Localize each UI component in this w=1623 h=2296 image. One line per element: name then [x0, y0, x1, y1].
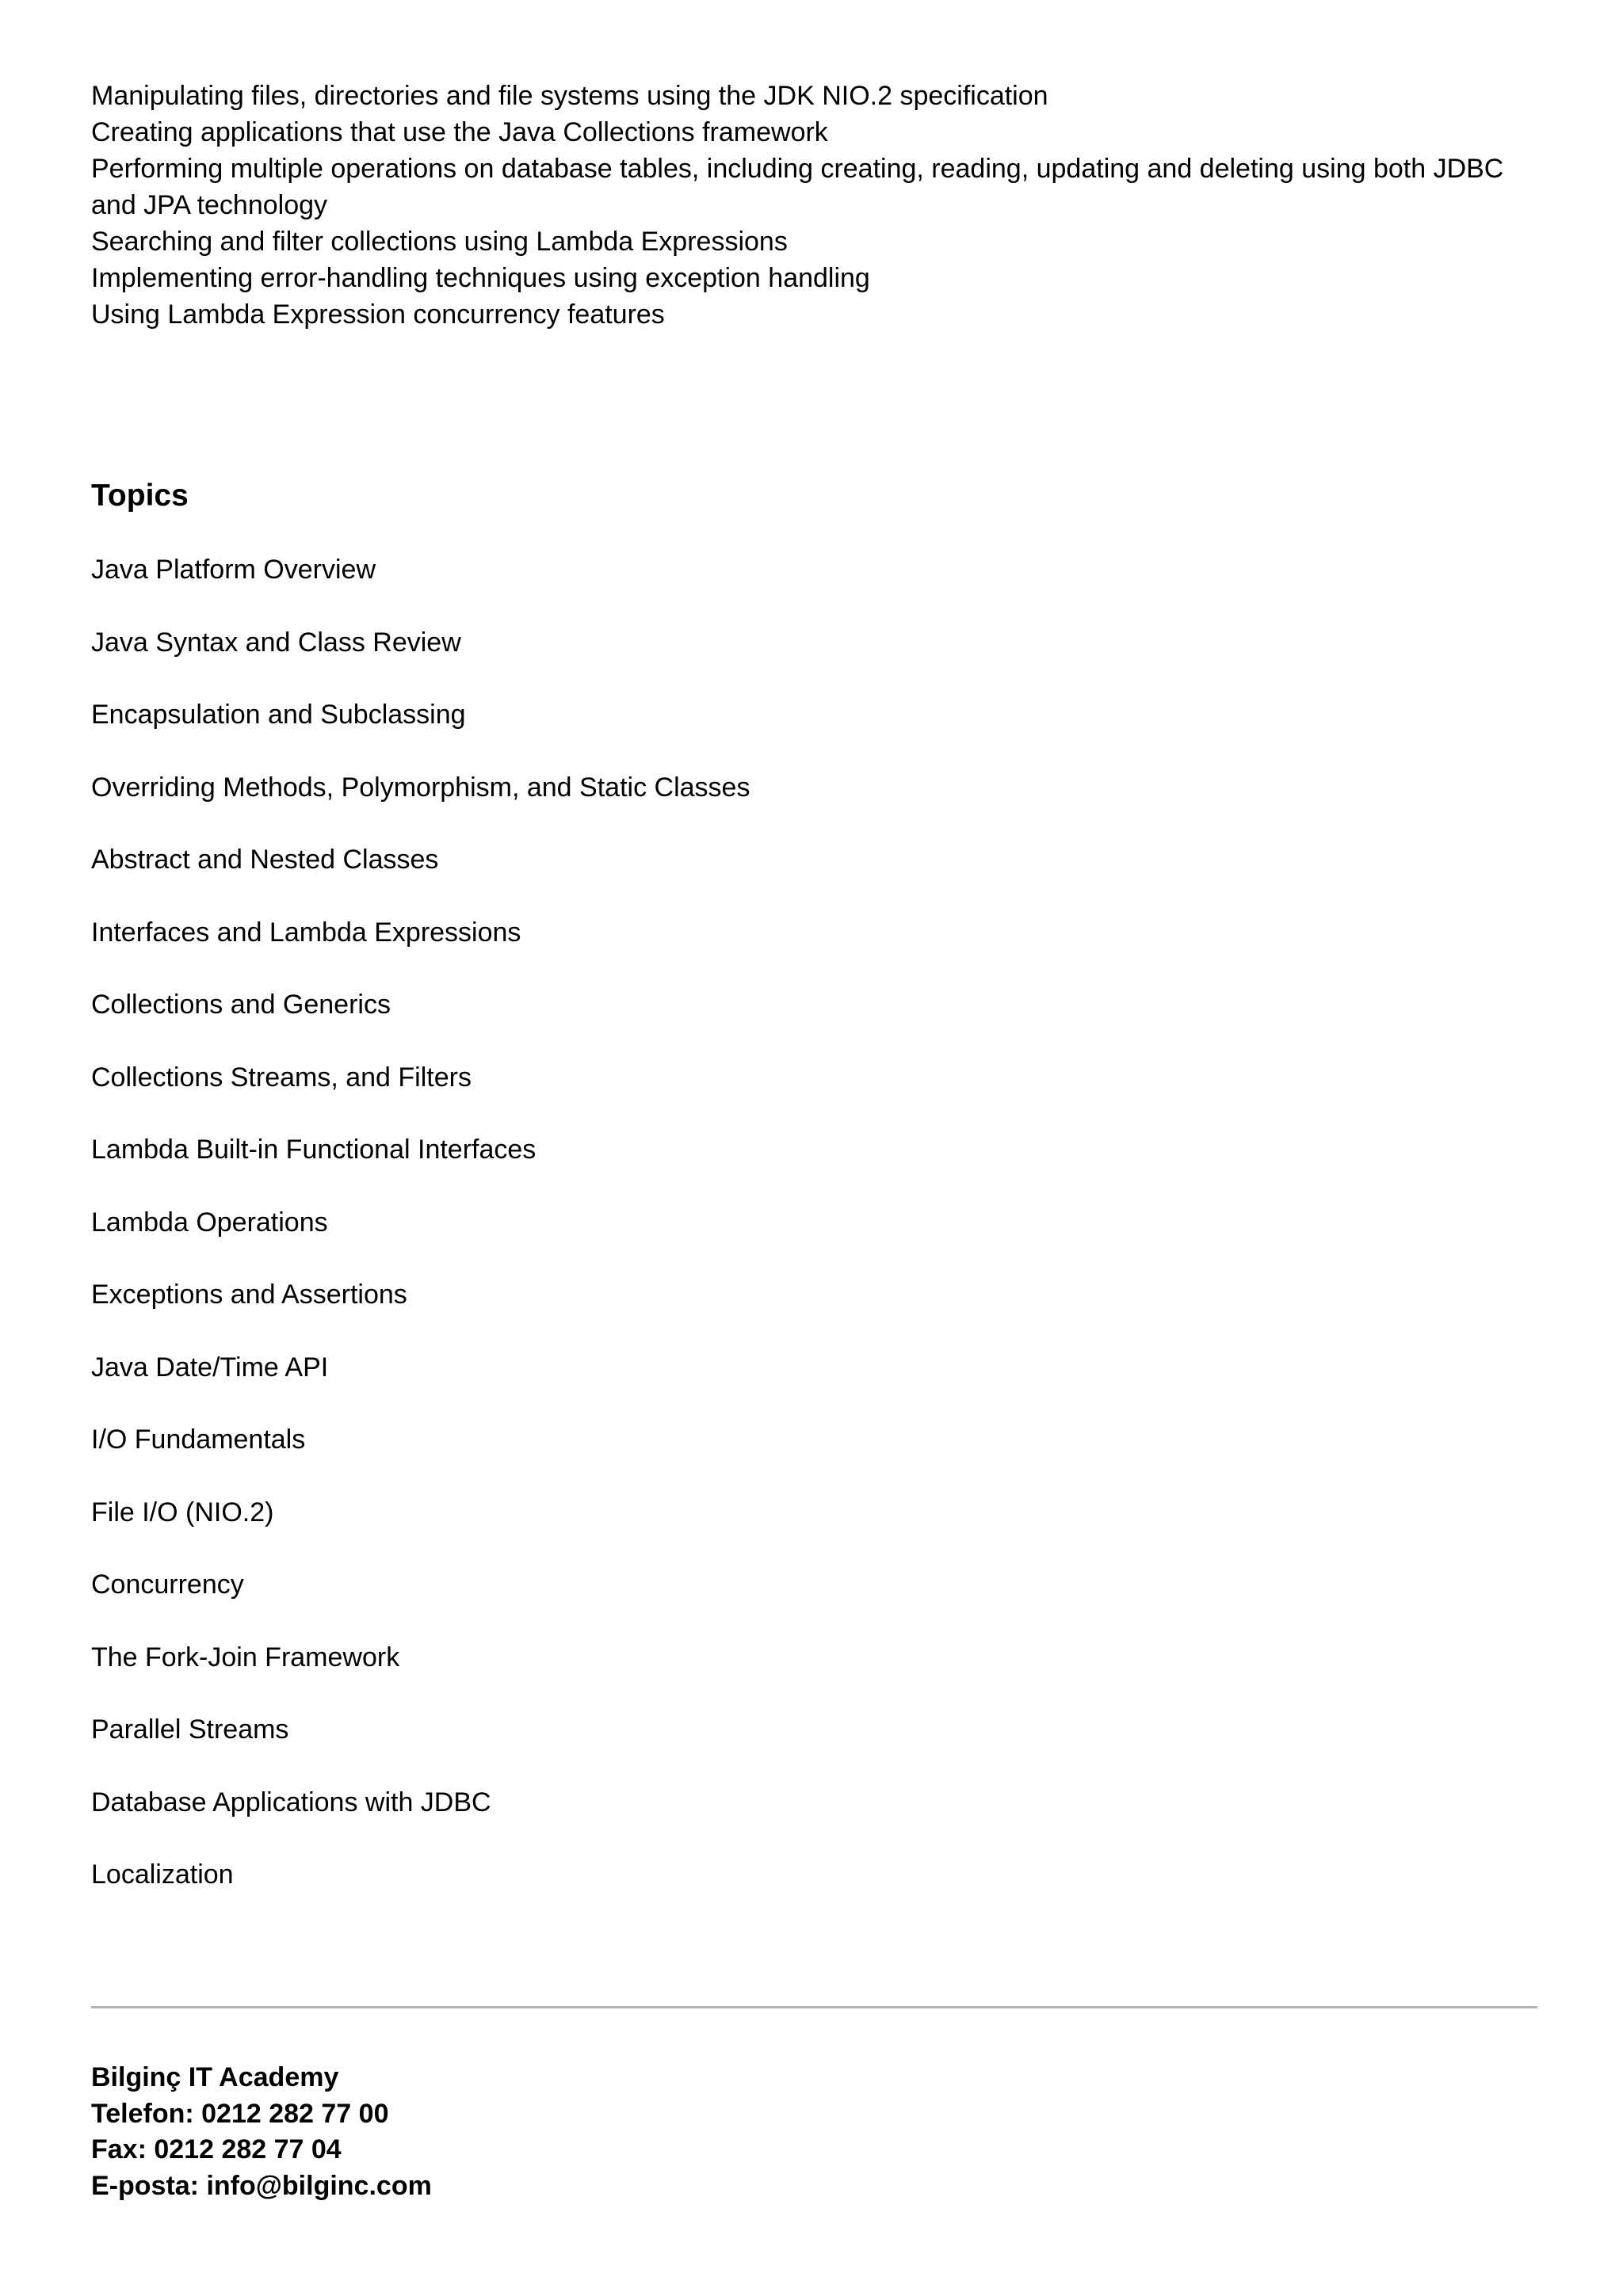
topics-heading: Topics [91, 479, 189, 513]
phone-number: Telefon: 0212 282 77 00 [91, 2098, 389, 2129]
topic-item: Collections and Generics [91, 990, 391, 1020]
topic-item: Parallel Streams [91, 1714, 289, 1745]
email-address: E-posta: info@bilginc.com [91, 2170, 432, 2201]
topic-item: I/O Fundamentals [91, 1425, 306, 1455]
topic-item: Lambda Built-in Functional Interfaces [91, 1135, 537, 1165]
topic-item: Encapsulation and Subclassing [91, 700, 466, 730]
topic-item: Overriding Methods, Polymorphism, and Static Classes [91, 772, 750, 803]
objective-line: Manipulating files, directories and file systems using the JDK NIO.2 specification [91, 81, 1048, 111]
topic-item: Localization [91, 1859, 234, 1890]
topic-item: File I/O (NIO.2) [91, 1497, 274, 1527]
objective-line: and JPA technology [91, 190, 328, 220]
topic-item: Java Date/Time API [91, 1352, 329, 1383]
topics-list [91, 550, 750, 1928]
objective-line: Searching and filter collections using Lambda Expressions [91, 227, 788, 257]
footer-divider [91, 2006, 1537, 2008]
topic-item: The Fork-Join Framework [91, 1642, 400, 1672]
topic-item: Collections Streams, and Filters [91, 1062, 472, 1093]
topic-item: Concurrency [91, 1569, 244, 1600]
objective-line: Using Lambda Expression concurrency features [91, 299, 665, 330]
topic-item: Exceptions and Assertions [91, 1280, 407, 1310]
objective-line: Performing multiple operations on database tables, including creating, reading, updating and deleting using both JDBC [91, 154, 1504, 184]
topic-item: Interfaces and Lambda Expressions [91, 917, 521, 948]
topic-item: Java Platform Overview [91, 555, 376, 585]
topic-item: Java Syntax and Class Review [91, 627, 461, 658]
objectives-list [91, 78, 1549, 333]
objective-line: Creating applications that use the Java Collections framework [91, 117, 828, 147]
topic-item: Database Applications with JDBC [91, 1787, 491, 1817]
objective-line: Implementing error-handling techniques using exception handling [91, 263, 870, 293]
contact-block [91, 2060, 432, 2204]
topic-item: Abstract and Nested Classes [91, 845, 439, 875]
topic-item: Lambda Operations [91, 1207, 328, 1238]
fax-number: Fax: 0212 282 77 04 [91, 2134, 342, 2164]
company-name: Bilginç IT Academy [91, 2062, 339, 2092]
